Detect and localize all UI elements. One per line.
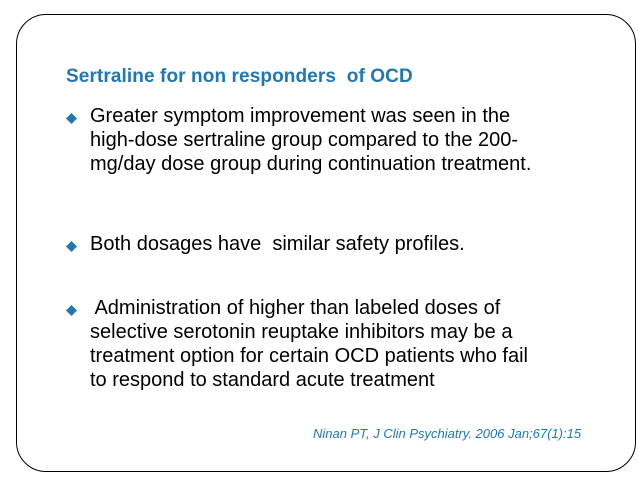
bullet-point-1 — [66, 104, 531, 176]
bullet-point-3 — [66, 296, 528, 392]
diamond-bullet-icon — [66, 241, 77, 252]
bullet-text-line: Administration of higher than labeled doses of — [90, 297, 501, 319]
bullet-text-line: mg/day dose group during continuation treatment. — [90, 153, 532, 175]
bullet-text-line: to respond to standard acute treatment — [90, 369, 435, 391]
slide-title: Sertraline for non responders of OCD — [66, 66, 413, 87]
bullet-text-line: selective serotonin reuptake inhibitors may be a — [90, 321, 513, 343]
diamond-bullet-icon — [66, 305, 77, 316]
bullet-text-line: treatment option for certain OCD patients who fail — [90, 345, 528, 367]
bullet-text-line: Both dosages have similar safety profiles. — [90, 233, 465, 255]
bullet-text-line: high-dose sertraline group compared to the 200- — [90, 129, 519, 151]
citation: Ninan PT, J Clin Psychiatry. 2006 Jan;67(1):15 — [313, 426, 582, 441]
diamond-bullet-icon — [66, 113, 77, 124]
bullet-text-line: Greater symptom improvement was seen in the — [90, 105, 511, 127]
bullet-point-2 — [66, 232, 465, 256]
